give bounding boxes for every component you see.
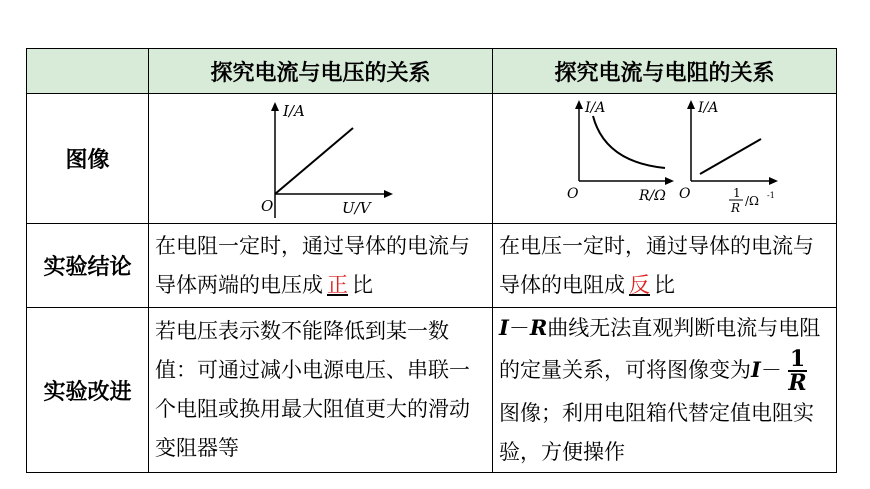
iu-line	[275, 128, 353, 194]
inv-ylabel: I/A	[698, 100, 719, 116]
fraction-one-over-R	[788, 348, 807, 394]
conclusion-row	[27, 224, 837, 308]
conclusion-voltage-suffix: 比	[352, 272, 373, 297]
x-arrow	[384, 190, 393, 198]
graph-cell-voltage	[149, 94, 493, 224]
inv-origin: O	[679, 186, 691, 202]
iu-xlabel: U/V	[342, 199, 371, 217]
conclusion-resistance-text: 在电压一定时，通过导体的电流与导体的电阻成	[499, 233, 814, 297]
inv-x-arrow	[769, 177, 778, 185]
conclusion-voltage	[149, 224, 493, 308]
header-row	[27, 49, 837, 94]
conclusion-resistance	[493, 224, 837, 308]
header-voltage: 探究电流与电压的关系	[149, 49, 493, 94]
iu-ylabel: I/A	[283, 102, 305, 120]
y-arrow	[271, 102, 279, 111]
ir-y-arrow	[575, 100, 583, 109]
symbol-I-2: I	[751, 357, 761, 382]
symbol-dash: －	[508, 316, 530, 340]
header-corner	[27, 49, 149, 94]
answer-positive: 正	[327, 272, 348, 297]
comparison-table	[26, 48, 837, 473]
inv-line	[700, 139, 761, 174]
ir-curve	[593, 116, 665, 168]
ir-origin: O	[567, 186, 579, 202]
iu-origin: O	[261, 197, 274, 215]
ir-xlabel: R/Ω	[639, 188, 666, 204]
ir-ylabel: I/A	[585, 100, 606, 116]
row-label-conclusion: 实验结论	[27, 224, 149, 308]
row-label-image: 图像	[27, 94, 149, 224]
resistance-graphs	[493, 94, 836, 219]
inv-xlabel-num: 1	[733, 186, 741, 200]
fraction-denominator: R	[788, 370, 807, 396]
conclusion-resistance-suffix: 比	[654, 272, 675, 297]
graph-cell-resistance	[493, 94, 837, 224]
improvement-resistance-text1: 曲线无法直观判断电流与电阻的定量关系，可将图像变为	[499, 316, 821, 382]
improvement-resistance-text2: 图像；利用电阻箱代替定值电阻实验，方便操作	[499, 401, 814, 464]
ir-x-arrow	[665, 177, 674, 185]
improvement-row	[27, 308, 837, 473]
row-label-improvement: 实验改进	[27, 308, 149, 473]
inv-xlabel-den: R	[731, 201, 741, 215]
inv-y-arrow	[687, 100, 695, 109]
fraction-numerator: 1	[789, 346, 806, 372]
header-resistance: 探究电流与电阻的关系	[493, 49, 837, 94]
inv-xlabel-exp: -1	[767, 191, 775, 200]
conclusion-voltage-text: 在电阻一定时，通过导体的电流与导体两端的电压成	[155, 233, 470, 297]
answer-inverse: 反	[629, 272, 650, 297]
symbol-dash-2: －	[760, 358, 782, 382]
improvement-voltage: 若电压表示数不能降低到某一数值：可通过减小电源电压、串联一个电阻或换用最大阻值更大的滑动变阻器等	[149, 308, 493, 473]
inv-xlabel-unit: /Ω	[745, 194, 759, 208]
image-row	[27, 94, 837, 224]
symbol-R: R	[529, 315, 548, 340]
improvement-resistance	[493, 308, 837, 473]
symbol-I: I	[499, 315, 509, 340]
iu-graph	[149, 94, 492, 219]
